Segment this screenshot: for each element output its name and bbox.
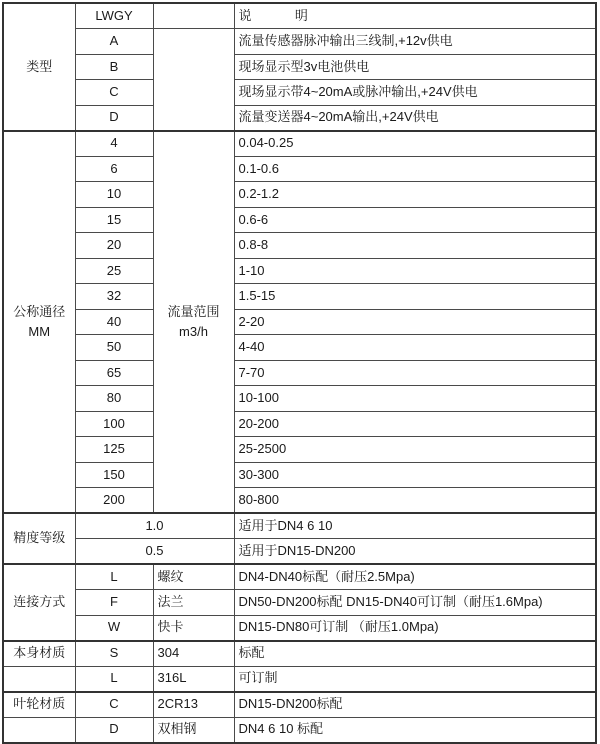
connection-code: L	[75, 564, 153, 590]
flow-range-label-line2: m3/h	[179, 323, 208, 339]
connection-name: 螺纹	[153, 564, 234, 590]
flow-range-value: 2-20	[234, 309, 596, 335]
dn-value: 6	[75, 156, 153, 182]
dn-value: 25	[75, 258, 153, 284]
diameter-label-line1: 公称通径	[13, 303, 66, 319]
flow-range-value: 0.1-0.6	[234, 156, 596, 182]
header-model-code: LWGY	[75, 3, 153, 29]
connection-desc: DN50-DN200标配 DN15-DN40可订制（耐压1.6Mpa)	[234, 590, 596, 616]
type-code: A	[75, 29, 153, 55]
dn-value: 32	[75, 284, 153, 310]
material-name: 316L	[153, 666, 234, 692]
dn-value: 40	[75, 309, 153, 335]
material-name: 双相钢	[153, 717, 234, 743]
flow-range-value: 1.5-15	[234, 284, 596, 310]
dn-value: 125	[75, 437, 153, 463]
flow-range-label	[153, 131, 234, 514]
material-desc: DN15-DN200标配	[234, 692, 596, 718]
flow-range-value: 4-40	[234, 335, 596, 361]
flow-range-label-line1: 流量范围	[167, 303, 220, 319]
type-code: D	[75, 105, 153, 131]
material-desc: DN4 6 10 标配	[234, 717, 596, 743]
material-name: 2CR13	[153, 692, 234, 718]
flow-range-value: 25-2500	[234, 437, 596, 463]
flow-range-value: 20-200	[234, 411, 596, 437]
material-code: L	[75, 666, 153, 692]
dn-value: 65	[75, 360, 153, 386]
flow-range-value: 1-10	[234, 258, 596, 284]
dn-value: 200	[75, 488, 153, 514]
header-sub-empty-cell	[153, 3, 234, 29]
connection-desc: DN4-DN40标配（耐压2.5Mpa)	[234, 564, 596, 590]
accuracy-value: 0.5	[75, 539, 234, 565]
material-code: D	[75, 717, 153, 743]
material-name: 304	[153, 641, 234, 667]
type-code: C	[75, 80, 153, 106]
row-label-impeller-material: 叶轮材质	[3, 692, 75, 718]
material-desc: 可订制	[234, 666, 596, 692]
dn-value: 80	[75, 386, 153, 412]
dn-value: 20	[75, 233, 153, 259]
connection-code: W	[75, 615, 153, 641]
dn-value: 4	[75, 131, 153, 157]
flowmeter-spec-table	[2, 2, 597, 744]
connection-code: F	[75, 590, 153, 616]
material-code: S	[75, 641, 153, 667]
type-desc: 流量变送器4~20mA输出,+24V供电	[234, 105, 596, 131]
row-label-connection: 连接方式	[3, 564, 75, 641]
material-code: C	[75, 692, 153, 718]
dn-value: 150	[75, 462, 153, 488]
dn-value: 50	[75, 335, 153, 361]
accuracy-desc: 适用于DN4 6 10	[234, 513, 596, 539]
flow-range-value: 30-300	[234, 462, 596, 488]
row-label-empty-cell	[3, 666, 75, 692]
connection-desc: DN15-DN80可订制 （耐压1.0Mpa)	[234, 615, 596, 641]
row-label-empty-cell	[3, 717, 75, 743]
type-sub-empty-cell	[153, 29, 234, 131]
flow-range-value: 0.04-0.25	[234, 131, 596, 157]
type-code: B	[75, 54, 153, 80]
flow-range-value: 0.6-6	[234, 207, 596, 233]
flow-range-value: 10-100	[234, 386, 596, 412]
material-desc: 标配	[234, 641, 596, 667]
row-label-accuracy: 精度等级	[3, 513, 75, 564]
type-desc: 流量传感器脉冲输出三线制,+12v供电	[234, 29, 596, 55]
row-label-body-material: 本身材质	[3, 641, 75, 667]
row-label-type: 类型	[3, 3, 75, 131]
row-label-diameter	[3, 131, 75, 514]
flow-range-value: 0.2-1.2	[234, 182, 596, 208]
dn-value: 10	[75, 182, 153, 208]
accuracy-value: 1.0	[75, 513, 234, 539]
type-desc: 现场显示带4~20mA或脉冲输出,+24V供电	[234, 80, 596, 106]
flow-range-value: 80-800	[234, 488, 596, 514]
connection-name: 快卡	[153, 615, 234, 641]
dn-value: 15	[75, 207, 153, 233]
dn-value: 100	[75, 411, 153, 437]
flow-range-value: 0.8-8	[234, 233, 596, 259]
type-desc: 现场显示型3v电池供电	[234, 54, 596, 80]
diameter-label-line2: MM	[28, 323, 51, 339]
accuracy-desc: 适用于DN15-DN200	[234, 539, 596, 565]
header-description: 说 明	[234, 3, 596, 29]
flow-range-value: 7-70	[234, 360, 596, 386]
connection-name: 法兰	[153, 590, 234, 616]
